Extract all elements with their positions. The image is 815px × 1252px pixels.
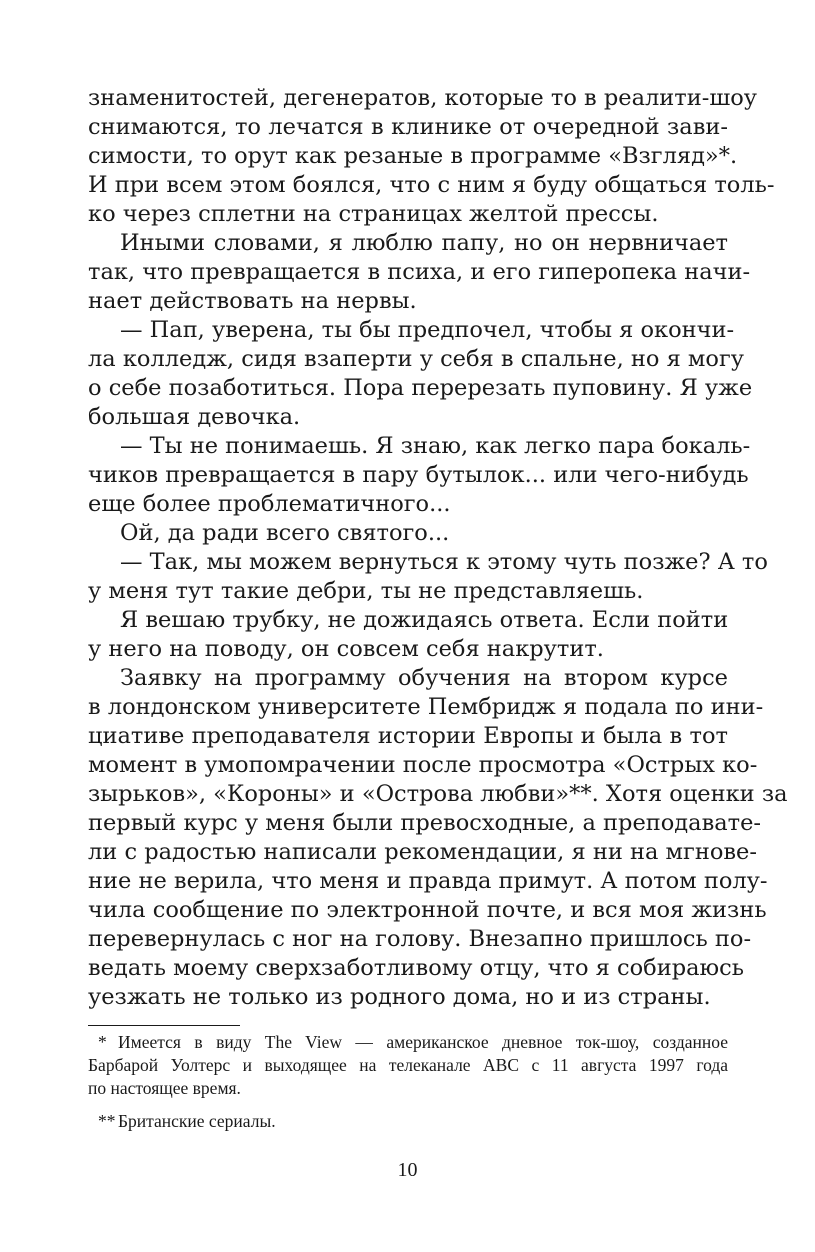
text-line: момент в умопомрачении после просмотра «Острых ко-	[88, 752, 758, 778]
text-line: перевернулась с ног на голову. Внезапно пришлось по-	[88, 926, 752, 952]
text-line: нает действовать на нервы.	[88, 288, 417, 314]
footnote-mark: **	[98, 1111, 116, 1131]
text-line: у него на поводу, он совсем себя накрутит.	[88, 636, 604, 662]
footnote-text: Британские сериалы.	[118, 1111, 276, 1131]
footnote-divider	[88, 1025, 240, 1026]
footnotes	[88, 1031, 728, 1133]
text-line: ла колледж, сидя взаперти у себя в спальне, но я могу	[88, 346, 744, 372]
text-line: симости, то орут как резаные в программе «Взгляд»*.	[88, 143, 738, 169]
text-line: в лондонском университете Пембридж я подала по ини-	[88, 694, 764, 720]
text-line: ние не верила, что меня и правда примут. А потом полу-	[88, 868, 768, 894]
text-line: ведать моему сверхзаботливому отцу, что я собираюсь	[88, 955, 744, 981]
footnote-line: Барбарой Уолтерс и выходящее на телеканале ABC с 11 августа 1997 года	[88, 1055, 728, 1075]
text-line: чиков превращается в пару бутылок... или чего-нибудь	[88, 462, 749, 488]
text-line: о себе позаботиться. Пора перерезать пуповину. Я уже	[88, 375, 753, 401]
text-line: зырьков», «Короны» и «Острова любви»**. Хотя оценки за	[88, 781, 788, 807]
text-line: — Пап, уверена, ты бы предпочел, чтобы я окончи-	[120, 317, 735, 343]
footnote-line: по настоящее время.	[88, 1078, 241, 1098]
text-line: Иными словами, я люблю папу, но он нервничает	[120, 230, 728, 256]
text-line: — Ты не понимаешь. Я знаю, как легко пара бокаль-	[120, 433, 751, 459]
text-line: Я вешаю трубку, не дожидаясь ответа. Если пойти	[120, 607, 729, 633]
text-line: знаменитостей, дегенератов, которые то в реалити-шоу	[88, 85, 758, 111]
text-line: снимаются, то лечатся в клинике от очередной зави-	[88, 114, 728, 140]
text-line: большая девочка.	[88, 404, 301, 430]
text-line: еще более проблематичного...	[88, 491, 451, 517]
text-line: И при всем этом боялся, что с ним я буду общаться толь-	[88, 172, 775, 198]
footnote-line	[88, 1110, 728, 1133]
footnote-line	[88, 1031, 728, 1054]
footnote-mark: *	[98, 1032, 107, 1052]
text-line: так, что превращается в психа, и его гиперопека начи-	[88, 259, 751, 285]
footnote-text: Имеется в виду The View — американское дневное ток-шоу, созданное	[118, 1032, 728, 1052]
footnote-2	[88, 1110, 728, 1133]
footnote-1	[88, 1031, 728, 1100]
text-line: Заявку на программу обучения на втором курсе	[120, 665, 728, 691]
text-line: уезжать не только из родного дома, но и из страны.	[88, 984, 711, 1010]
main-text	[88, 84, 788, 1012]
text-line: чила сообщение по электронной почте, и вся моя жизнь	[88, 897, 767, 923]
text-line: у меня тут такие дебри, ты не представляешь.	[88, 578, 644, 604]
text-line: циативе преподавателя истории Европы и была в тот	[88, 723, 728, 749]
text-line: Ой, да ради всего святого...	[120, 520, 450, 546]
text-line: — Так, мы можем вернуться к этому чуть позже? А то	[120, 549, 768, 575]
text-line: ли с радостью написали рекомендации, я ни на мгнове-	[88, 839, 757, 865]
page-number: 10	[397, 1159, 418, 1181]
text-line: ко через сплетни на страницах желтой прессы.	[88, 201, 659, 227]
text-line: первый курс у меня были превосходные, а преподавате-	[88, 810, 762, 836]
